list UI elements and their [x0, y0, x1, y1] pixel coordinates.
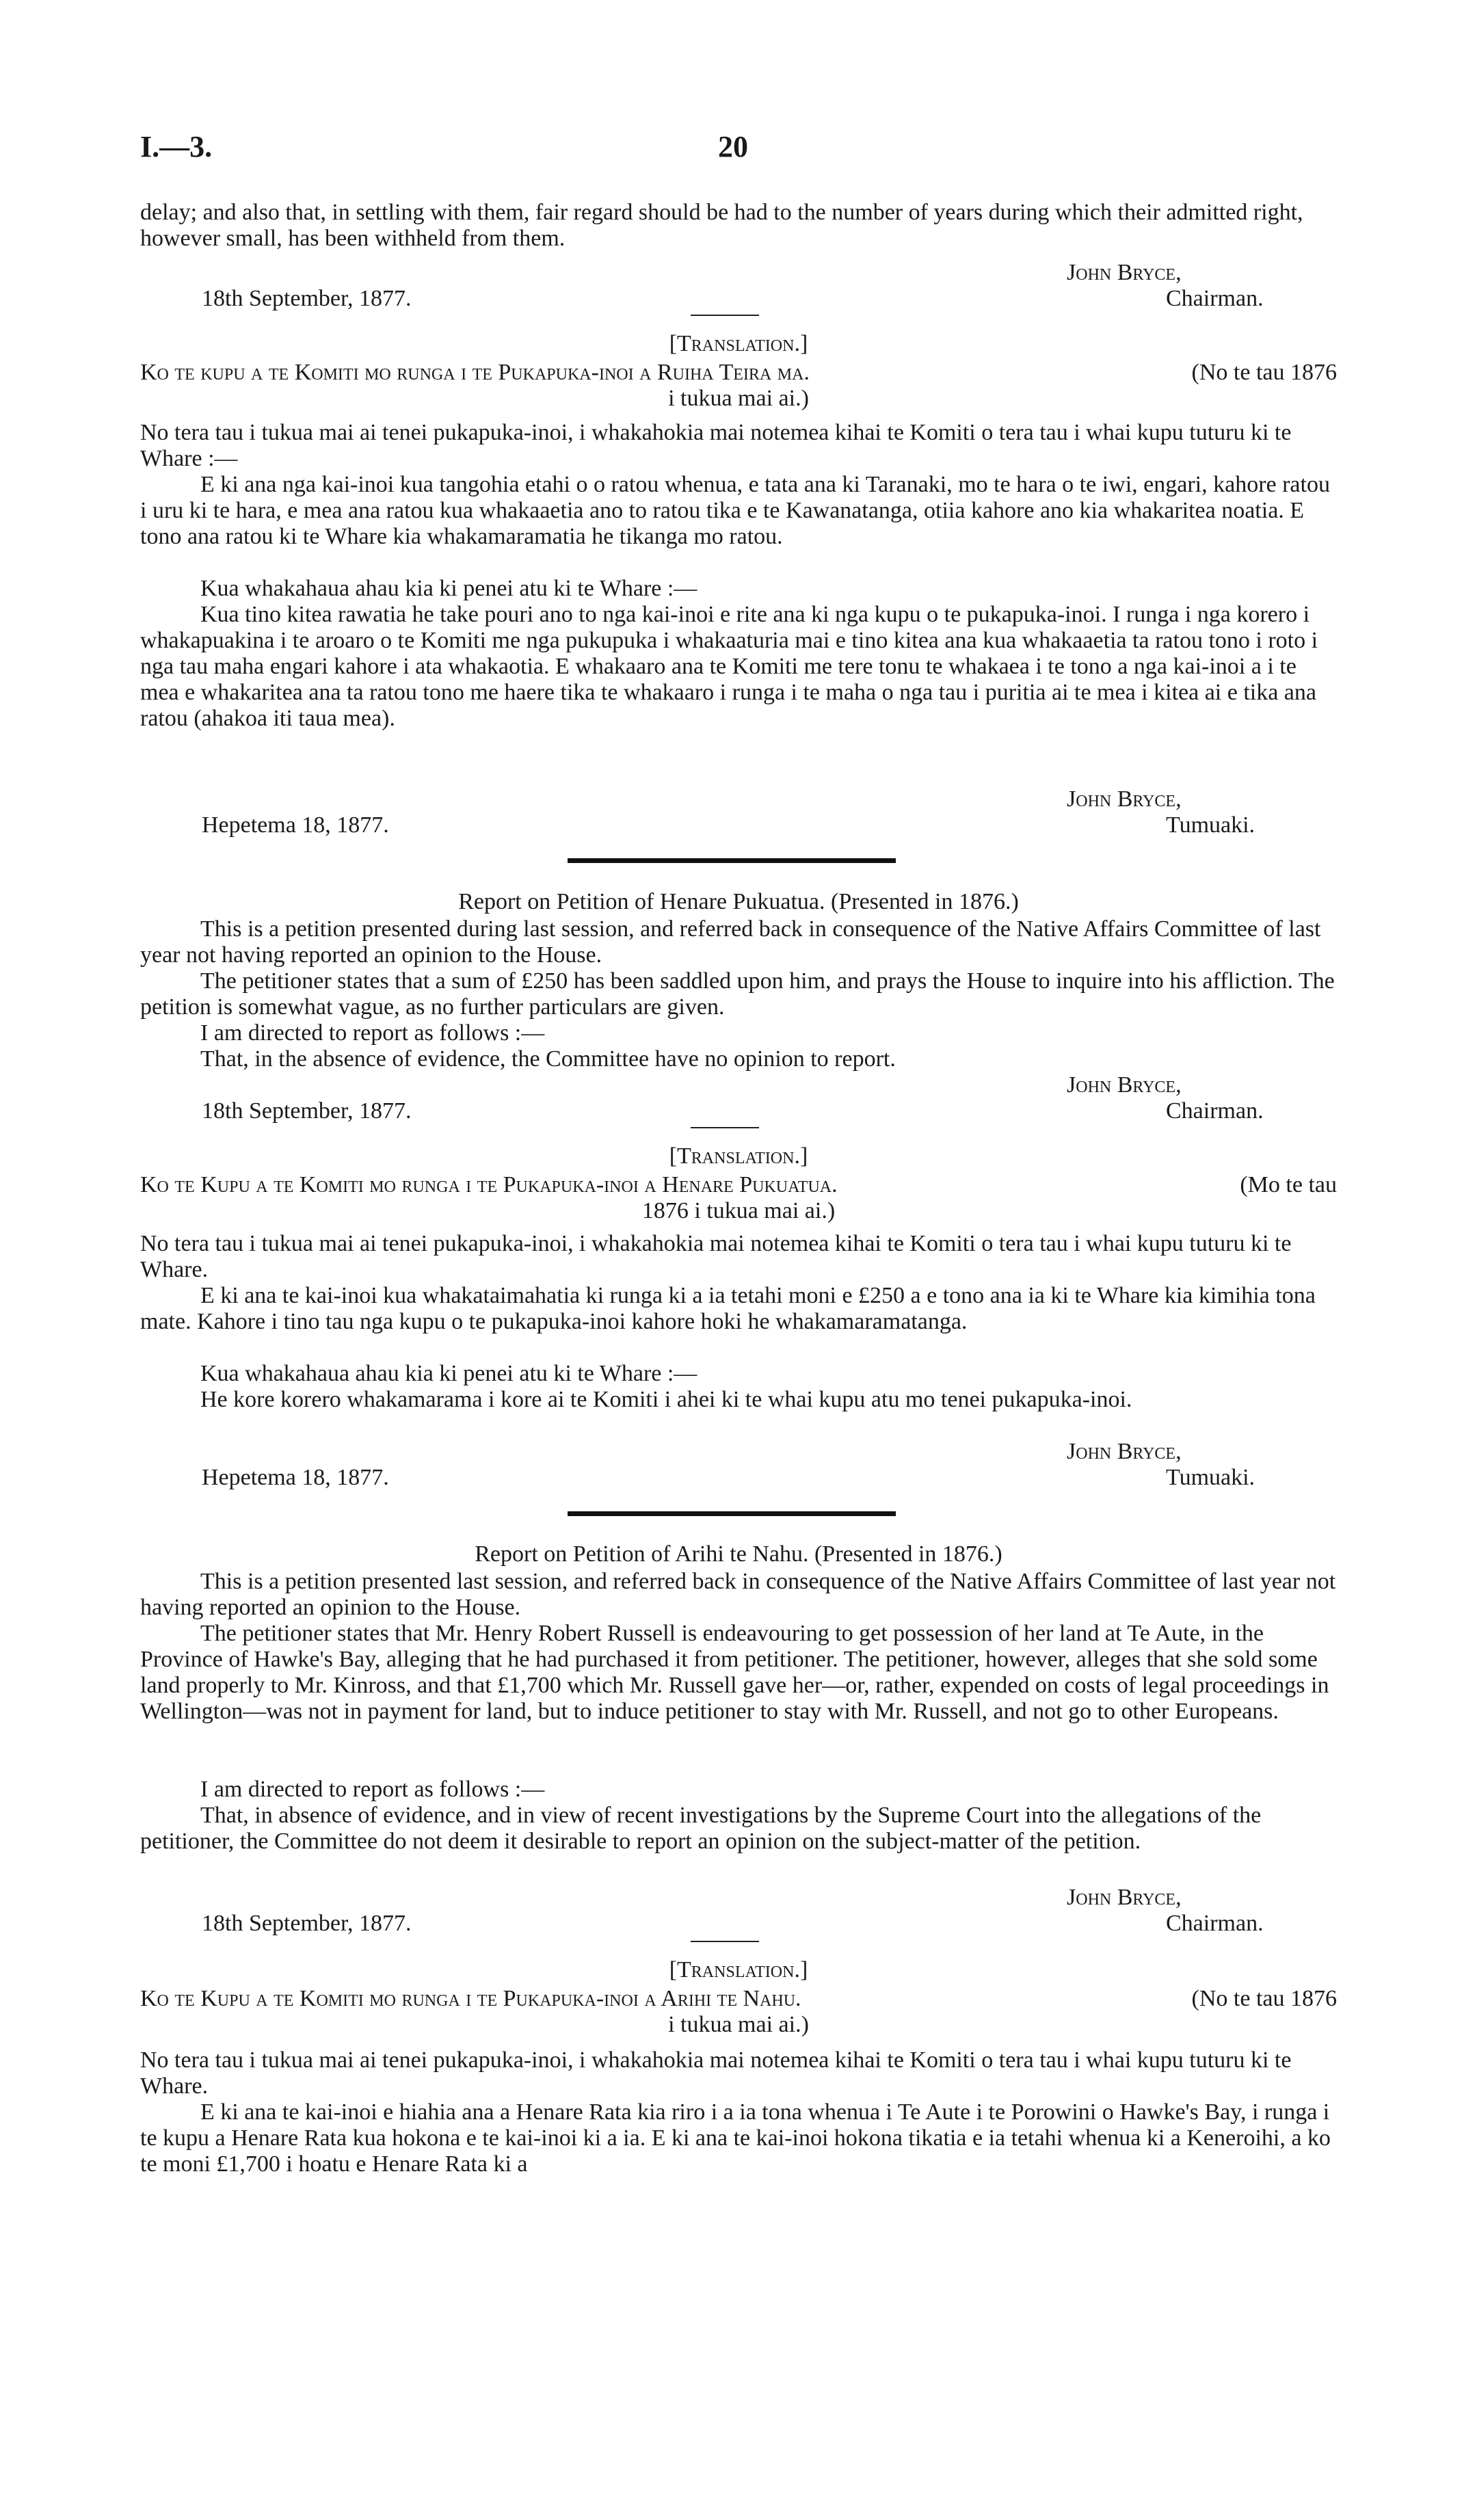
- paragraph: The petitioner states that Mr. Henry Robert Russell is endeavouring to get possession of her land at Te Aute, in the Province of Hawke's Bay, alleging that he had purchased it from petitioner. The petitioner, however, alleges that she sold some land properly to Mr. Kinross, and that £1,700 which Mr. Russell gave her—or, rather, expended on costs of legal proceedings in Wellington—was not in payment for land, but to induce petitioner to stay with Mr. Russell, and not go to other Europeans.: [140, 1621, 1329, 1724]
- translation-heading-title: Ko te kupu a te Komiti mo runga i te Pukapuka-inoi a Ruiha Teira ma.: [140, 360, 810, 385]
- signature-title: Chairman.: [1166, 1098, 1264, 1124]
- paragraph: No tera tau i tukua mai ai tenei pukapuka-inoi, i whakahokia mai notemea kihai te Komiti o tera tau i whai kupu tuturu ki te Whare :—: [140, 420, 1292, 471]
- paragraph: No tera tau i tukua mai ai tenei pukapuka-inoi, i whakahokia mai notemea kihai te Komiti o tera tau i whai kupu tuturu ki te Whare.: [140, 2047, 1292, 2099]
- signature-title: Chairman.: [1166, 1911, 1264, 1936]
- signature-name: John Bryce,: [1067, 1439, 1182, 1464]
- paragraph: No tera tau i tukua mai ai tenei pukapuka-inoi, i whakahokia mai notemea kihai te Komiti o tera tau i whai kupu tuturu ki te Whare.: [140, 1231, 1292, 1282]
- paragraph: That, in absence of evidence, and in view of recent investigations by the Supreme Court into the allegations of the petitioner, the Committee do not deem it desirable to report an opinion on the subject-matter of the petition.: [140, 1803, 1262, 1854]
- translation-heading-note-cont: i tukua mai ai.): [668, 2012, 809, 2037]
- translation-label: [Translation.]: [669, 1143, 808, 1169]
- translation-heading: [140, 360, 1337, 386]
- paragraph: He kore korero whakamarama i kore ai te Komiti i ahei ki te whai kupu atu mo tenei pukapuka-inoi.: [200, 1387, 1132, 1412]
- paragraph: The petitioner states that a sum of £250 has been saddled upon him, and prays the House to inquire into his affliction. The petition is somewhat vague, as no further particulars are given.: [140, 968, 1335, 1020]
- signature-name: John Bryce,: [1067, 786, 1182, 812]
- translation-heading-note: (Mo te tau: [1240, 1172, 1337, 1197]
- signature-date: 18th September, 1877.: [202, 1098, 412, 1124]
- continuation-paragraph: delay; and also that, in settling with them, fair regard should be had to the number of years during which their admitted right, however small, has been withheld from them.: [140, 200, 1303, 251]
- paragraph: This is a petition presented during last session, and referred back in consequence of the Native Affairs Committee of last year not having reported an opinion to the House.: [140, 916, 1321, 968]
- signature-title: Tumuaki.: [1166, 1465, 1255, 1490]
- signature-title: Tumuaki.: [1166, 812, 1255, 838]
- signature-name: John Bryce,: [1067, 1072, 1182, 1098]
- translation-heading: [140, 1986, 1337, 2012]
- translation-heading-note: (No te tau 1876: [1191, 1986, 1337, 2011]
- translation-heading-title: Ko te Kupu a te Komiti mo runga i te Pukapuka-inoi a Arihi te Nahu.: [140, 1986, 801, 2011]
- translation-heading-note-cont: 1876 i tukua mai ai.): [641, 1198, 836, 1223]
- report-heading: Report on Petition of Arihi te Nahu. (Presented in 1876.): [475, 1541, 1002, 1567]
- paragraph: Kua whakahaua ahau kia ki penei atu ki te Whare :—: [200, 1361, 697, 1386]
- translation-heading-note: (No te tau 1876: [1191, 360, 1337, 385]
- translation-heading: [140, 1172, 1337, 1198]
- signature-name: John Bryce,: [1067, 1885, 1182, 1910]
- paragraph: This is a petition presented last session, and referred back in consequence of the Native Affairs Committee of last year not having reported an opinion to the House.: [140, 1569, 1336, 1620]
- section-divider: [568, 1511, 896, 1516]
- signature-date: 18th September, 1877.: [202, 286, 412, 311]
- signature-title: Chairman.: [1166, 286, 1264, 311]
- paragraph: I am directed to report as follows :—: [200, 1020, 545, 1046]
- paragraph: That, in the absence of evidence, the Committee have no opinion to report.: [200, 1046, 896, 1072]
- separator-rule: [691, 1127, 759, 1128]
- paragraph: I am directed to report as follows :—: [200, 1777, 545, 1802]
- signature-date: Hepetema 18, 1877.: [202, 812, 389, 838]
- page-number: 20: [718, 130, 748, 163]
- report-heading: Report on Petition of Henare Pukuatua. (Presented in 1876.): [458, 889, 1019, 914]
- signature-date: 18th September, 1877.: [202, 1911, 412, 1936]
- paragraph: E ki ana nga kai-inoi kua tangohia etahi o o ratou whenua, e tata ana ki Taranaki, mo te hara o te iwi, engari, kahore ratou i uru ki te hara, e mea ana ratou kua whakaaetia ano to ratou tika e te Kawanatanga, otiia kahore ano kia whakaritea noatia. E tono ana ratou ki te Whare kia whakamaramatia he tikanga mo ratou.: [140, 472, 1330, 549]
- separator-rule: [691, 1941, 759, 1942]
- document-reference: I.—3.: [140, 130, 213, 163]
- paragraph: Kua tino kitea rawatia he take pouri ano to nga kai-inoi e rite ana ki nga kupu o te pukapuka-inoi. I runga i nga korero i whakapuakina i te aroaro o te Komiti me nga pukupuka i whakaaturia mai e tino kitea ana kua whakaaetia ta ratou tono i roto i nga tau maha engari kahore i ata whakaotia. E whakaaro ana te Komiti me tere tonu te whakaea i te tono a nga kai-inoi a i te mea e whakaritea ana ta ratou tono me haere tika te whakaaro i runga i te maha o nga tau i puritia ai te mea i kitea ai e tika ana ratou (ahakoa iti taua mea).: [140, 602, 1318, 731]
- paragraph: E ki ana te kai-inoi kua whakataimahatia ki runga ki a ia tetahi moni e £250 a e tono ana ia ki te Whare kia kimihia tona mate. Kahore i tino tau nga kupu o te pukapuka-inoi kahore hoki he whakamaramatanga.: [140, 1283, 1316, 1334]
- signature-name: John Bryce,: [1067, 260, 1182, 285]
- paragraph: E ki ana te kai-inoi e hiahia ana a Henare Rata kia riro i a ia tona whenua i Te Aute i te Porowini o Hawke's Bay, i runga i te kupu a Henare Rata kua hokona e te kai-inoi ki a ia. E ki ana te kai-inoi hokona tikatia e ia tetahi whenua ki a Keneroihi, a ko te moni £1,700 i hoatu e Henare Rata ki a: [140, 2099, 1331, 2177]
- signature-date: Hepetema 18, 1877.: [202, 1465, 389, 1490]
- paragraph: Kua whakahaua ahau kia ki penei atu ki te Whare :—: [200, 576, 697, 601]
- translation-heading-note-cont: i tukua mai ai.): [668, 386, 809, 411]
- translation-label: [Translation.]: [669, 331, 808, 356]
- section-divider: [568, 858, 896, 863]
- separator-rule: [691, 315, 759, 316]
- translation-label: [Translation.]: [669, 1957, 808, 1982]
- translation-heading-title: Ko te Kupu a te Komiti mo runga i te Pukapuka-inoi a Henare Pukuatua.: [140, 1172, 838, 1197]
